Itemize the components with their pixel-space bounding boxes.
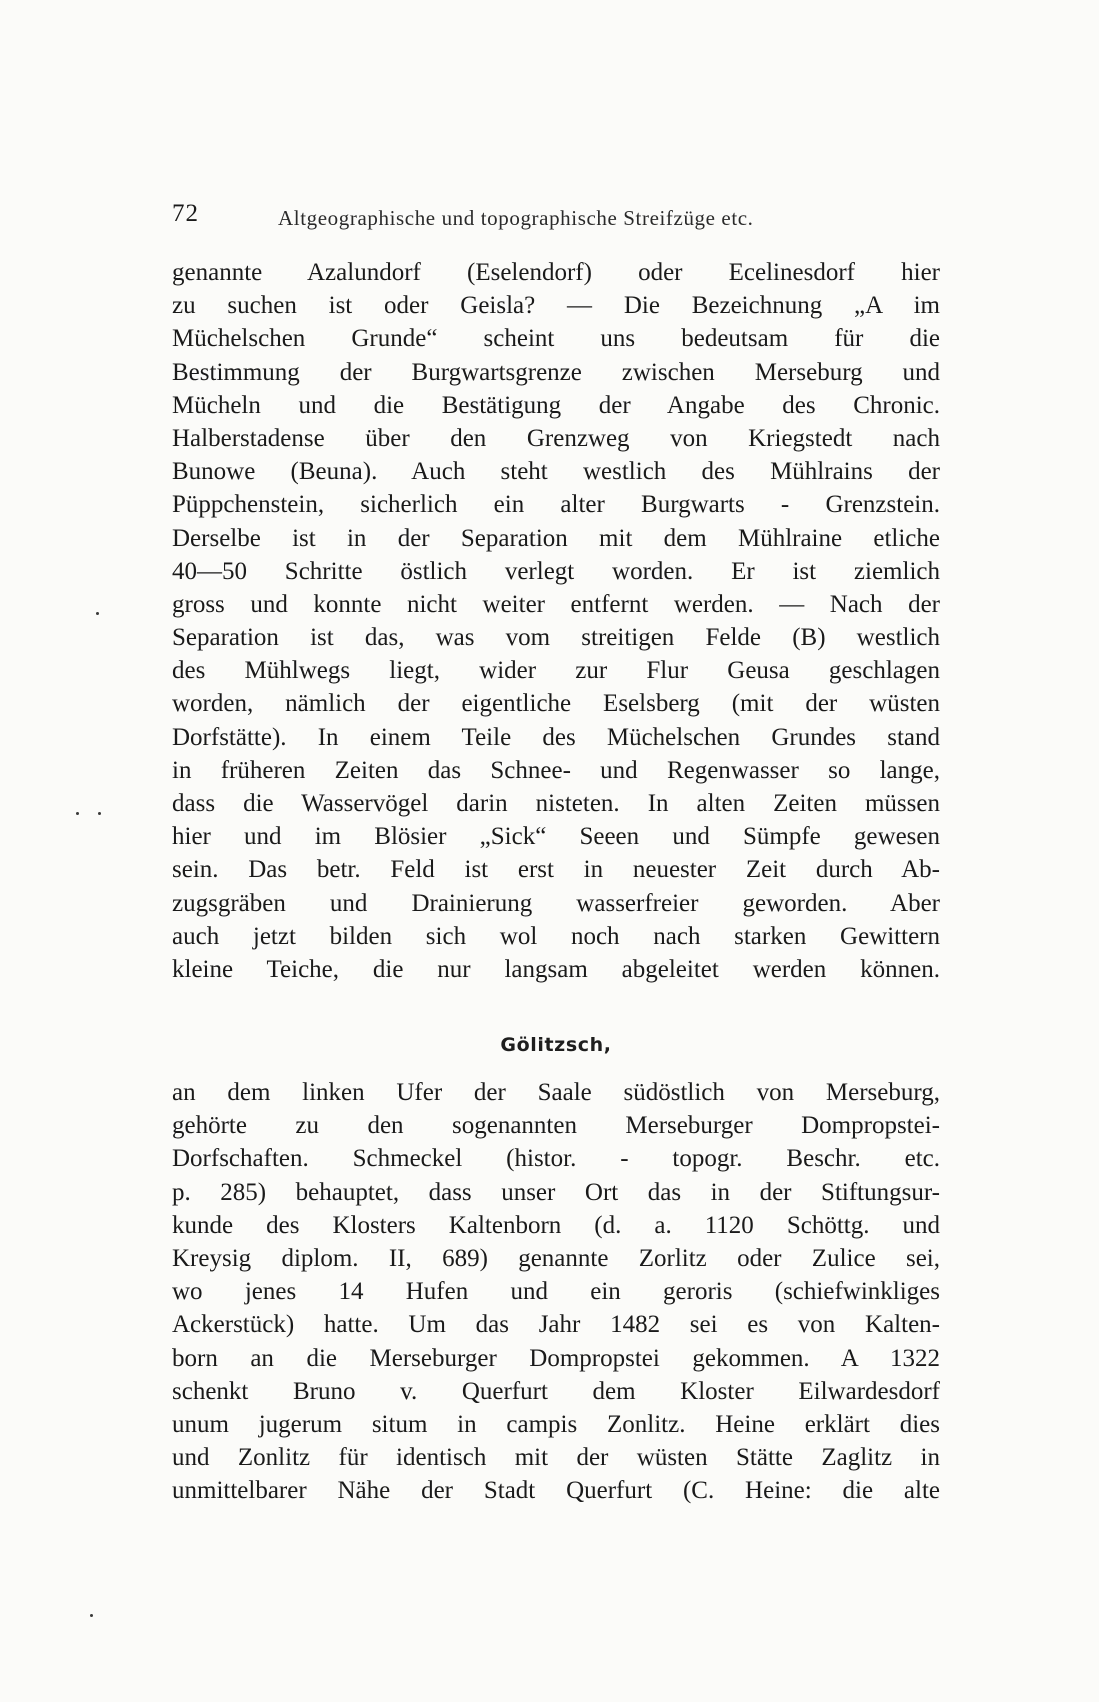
text-line: Kreysig diplom. II, 689) genannte Zorlitz oder Zulice sei,	[172, 1244, 940, 1272]
text-line: Ackerstück) hatte. Um das Jahr 1482 sei es von Kalten-	[172, 1311, 940, 1339]
scan-speck	[90, 1614, 93, 1617]
paragraph-1	[172, 256, 940, 986]
text-line: kleine Teiche, die nur langsam abgeleitet werden können.	[172, 955, 940, 983]
text-line: Halberstadense über den Grenzweg von Kriegstedt nach	[172, 424, 940, 452]
text-line: Müchelschen Grunde“ scheint uns bedeutsam für die	[172, 325, 940, 353]
text-line: Püppchenstein, sicherlich ein alter Burgwarts - Grenzstein.	[172, 491, 940, 519]
section-heading: Gölitzsch,	[500, 1034, 612, 1056]
text-line: sein. Das betr. Feld ist erst in neuester Zeit durch Ab-	[172, 856, 940, 884]
text-line: schenkt Bruno v. Querfurt dem Kloster Eilwardesdorf	[172, 1377, 940, 1405]
scan-speck	[76, 812, 79, 815]
text-line: worden, nämlich der eigentliche Eselsberg (mit der wüsten	[172, 690, 940, 718]
text-line: auch jetzt bilden sich wol noch nach starken Gewittern	[172, 922, 940, 950]
running-title: Altgeographische und topographische Streifzüge etc.	[278, 206, 754, 230]
text-line: Mücheln und die Bestätigung der Angabe des Chronic.	[172, 391, 940, 419]
text-line: 40—50 Schritte östlich verlegt worden. Er ist ziemlich	[172, 557, 940, 585]
scan-speck	[98, 812, 101, 815]
text-line: gehörte zu den sogenannten Merseburger Dompropstei-	[172, 1112, 940, 1140]
text-line: zugsgräben und Drainierung wasserfreier geworden. Aber	[172, 889, 940, 917]
text-line: hier und im Blösier „Sick“ Seeen und Sümpfe gewesen	[172, 823, 940, 851]
text-line: Bunowe (Beuna). Auch steht westlich des Mühlrains der	[172, 458, 940, 486]
text-line: zu suchen ist oder Geisla? — Die Bezeichnung „A im	[172, 292, 940, 320]
text-line: Derselbe ist in der Separation mit dem Mühlraine etliche	[172, 524, 940, 552]
text-line: des Mühlwegs liegt, wider zur Flur Geusa geschlagen	[172, 657, 940, 685]
text-line: kunde des Klosters Kaltenborn (d. a. 1120 Schöttg. und	[172, 1211, 940, 1239]
text-line: Separation ist das, was vom streitigen Felde (B) westlich	[172, 624, 940, 652]
text-line: born an die Merseburger Dompropstei gekommen. A 1322	[172, 1344, 940, 1372]
text-line: Bestimmung der Burgwartsgrenze zwischen Merseburg und	[172, 358, 940, 386]
text-line: dass die Wasservögel darin nisteten. In alten Zeiten müssen	[172, 790, 940, 817]
text-line: in früheren Zeiten das Schnee- und Regenwasser so lange,	[172, 756, 940, 784]
paragraph-2	[172, 1076, 940, 1507]
scan-speck	[96, 612, 99, 615]
text-line: gross und konnte nicht weiter entfernt werden. — Nach der	[172, 590, 940, 618]
text-line: Dorfschaften. Schmeckel (histor. - topogr. Beschr. etc.	[172, 1145, 940, 1173]
page-header	[172, 200, 932, 236]
text-line: Dorfstätte). In einem Teile des Müchelschen Grundes stand	[172, 723, 940, 751]
text-line: und Zonlitz für identisch mit der wüsten Stätte Zaglitz in	[172, 1444, 940, 1472]
page-number: 72	[172, 200, 199, 227]
text-line: unmittelbarer Nähe der Stadt Querfurt (C. Heine: die alte	[172, 1477, 940, 1505]
text-line: unum jugerum situm in campis Zonlitz. Heine erklärt dies	[172, 1410, 940, 1438]
text-line: wo jenes 14 Hufen und ein geroris (schiefwinkliges	[172, 1278, 940, 1306]
text-line: genannte Azalundorf (Eselendorf) oder Ecelinesdorf hier	[172, 259, 940, 286]
text-line: an dem linken Ufer der Saale südöstlich von Merseburg,	[172, 1079, 940, 1106]
text-line: p. 285) behauptet, dass unser Ort das in der Stiftungsur-	[172, 1178, 940, 1206]
